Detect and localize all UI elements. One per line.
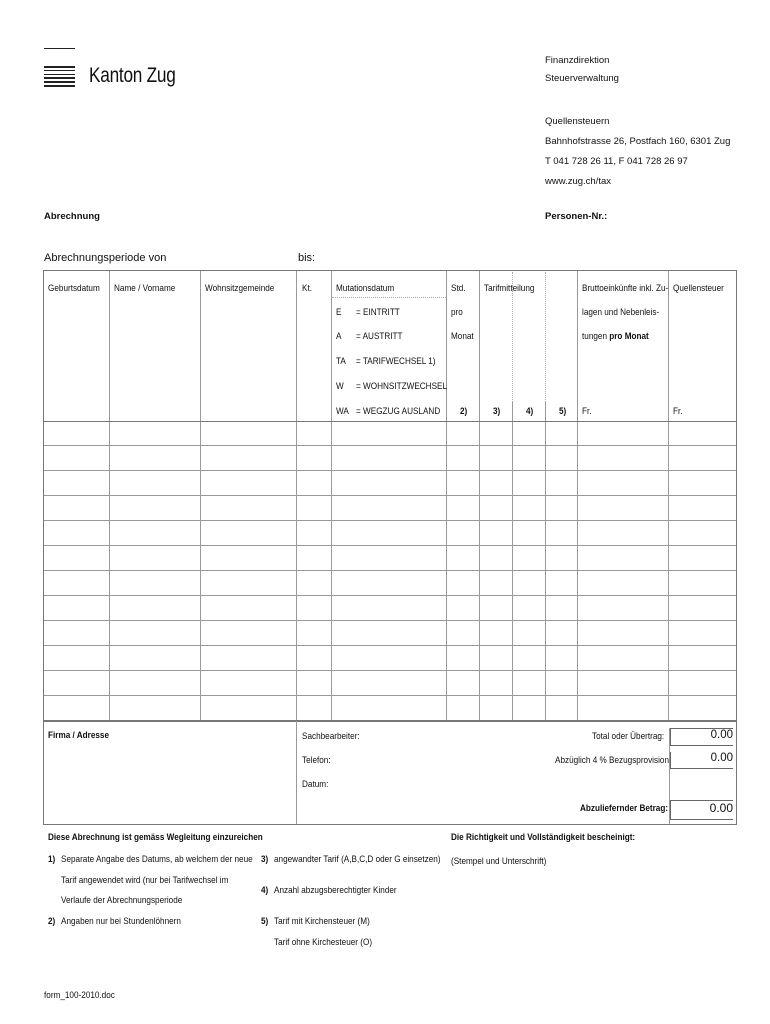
period-from-label: Abrechnungsperiode von [44,252,167,264]
table-row [44,495,736,496]
website: www.zug.ch/tax [545,176,611,187]
mutation-code: WA [336,406,349,417]
col-wohnsitz: Wohnsitzgemeinde [205,283,275,294]
total-label: Total oder Übertrag: [592,731,665,742]
col-mutation: Mutationsdatum [336,283,395,294]
logo-rule [44,48,75,49]
phone-fax: T 041 728 26 11, F 041 728 26 97 [545,156,688,167]
col-tarif: Tarifmitteilung [484,283,535,294]
stamp-label: (Stempel und Unterschrift) [451,856,547,867]
note-5: Tarif mit Kirchensteuer (M) [274,916,370,927]
table-row [44,470,736,471]
canton-logo-icon [44,66,75,89]
sub-label-std: 2) [460,406,468,417]
col-quellensteuer: Quellensteuer [673,283,724,294]
note-2: Angaben nur bei Stundenlöhnern [61,916,181,927]
table-row [44,445,736,446]
form-title: Abrechnung [44,211,100,222]
sub-label-kirche: 5) [559,406,567,417]
datum-label: Datum: [302,779,329,790]
currency-label: Fr. [582,406,592,417]
note-number: 2) [48,916,56,927]
person-nr-label: Personen-Nr.: [545,211,608,222]
col-brutto: Bruttoeinkünfte inkl. Zu- [582,283,669,294]
dept-name: Quellensteuern [545,116,610,127]
mutation-code: W [336,381,344,392]
table-row [44,570,736,571]
note-number: 1) [48,854,56,865]
mutation-code: TA [336,356,346,367]
note-number: 4) [261,885,269,896]
col-name: Name / Vorname [114,283,176,294]
note-1: Separate Angabe des Datums, ab welchem der neue [61,854,253,865]
col-sep [545,402,546,720]
table-row [44,645,736,646]
table-row [44,595,736,596]
table-row [44,620,736,621]
provision-value[interactable]: 0.00 [670,752,733,769]
currency-label: Fr. [673,406,683,417]
col-geburtsdatum: Geburtsdatum [48,283,100,294]
provision-label: Abzüglich 4 % Bezugsprovision: [555,755,672,766]
sachbearbeiter-label: Sachbearbeiter: [302,731,360,742]
total-value[interactable]: 0.00 [670,728,733,746]
abzuliefern-label: Abzuliefernder Betrag: [580,803,669,814]
firma-label: Firma / Adresse [48,730,110,741]
col-std: Std. [451,283,466,294]
table-row [44,670,736,671]
table-row [44,545,736,546]
col-sep [512,402,513,720]
sub-label-kinder: 4) [526,406,534,417]
abzuliefern-value[interactable]: 0.00 [670,800,733,820]
period-to-label: bis: [298,252,316,264]
canton-name: Kanton Zug [89,64,176,87]
mutation-code: A [336,331,342,342]
mutation-code: E [336,307,342,318]
table-row [44,520,736,521]
document-reference: form_100-2010.doc [44,990,115,1001]
note-number: 3) [261,854,269,865]
telefon-label: Telefon: [302,755,331,766]
notes-heading: Diese Abrechnung ist gemäss Wegleitung einzureichen [48,832,263,843]
certify-label: Die Richtigkeit und Vollständigkeit bescheinigt: [451,832,636,843]
table-row [44,695,736,696]
note-number: 5) [261,916,269,927]
org-line2: Steuerverwaltung [545,73,619,84]
note-3: angewandter Tarif (A,B,C,D oder G einsetzen) [274,854,441,865]
address: Bahnhofstrasse 26, Postfach 160, 6301 Zug [545,136,731,147]
sub-label-tarif: 3) [493,406,501,417]
col-kt: Kt. [302,283,312,294]
org-line1: Finanzdirektion [545,55,610,66]
note-4: Anzahl abzugsberechtigter Kinder [274,885,397,896]
